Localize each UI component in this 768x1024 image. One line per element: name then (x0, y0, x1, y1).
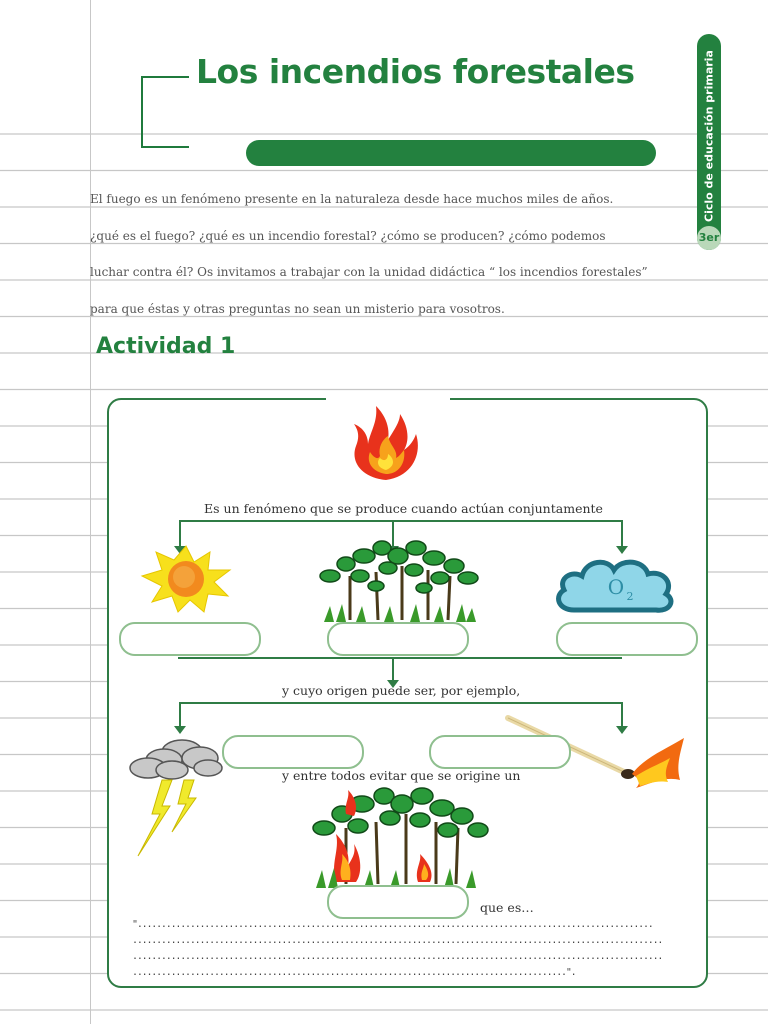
intro-line: luchar contra él? Os invitamos a trabajar con la unidad didáctica “ los incendios forestales” (90, 265, 648, 279)
burning-trees-icon (306, 784, 492, 888)
answer-box-natural-origin[interactable] (222, 735, 364, 769)
intro-line: para que éstas y otras preguntas no sean un misterio para vosotros. (90, 301, 505, 316)
fire-icon (348, 400, 424, 482)
definition-line[interactable]: ..........................................................................................". (132, 967, 576, 978)
definition-line[interactable]: "........................................................................................................... (132, 919, 653, 930)
intro-line: El fuego es un fenómeno presente en la naturaleza desde hace muchos miles de años. (90, 192, 614, 206)
intro-line: ¿qué es el fuego? ¿qué es un incendio forestal? ¿cómo se producen? ¿cómo podemos (90, 228, 606, 243)
page-title: Los incendios forestales (196, 52, 635, 91)
label-que-es: que es… (480, 900, 534, 915)
label-origin: y cuyo origen puede ser, por ejemplo, (282, 683, 521, 698)
label-conjunction: Es un fenómeno que se produce cuando actúan conjuntamente (204, 501, 603, 516)
answer-box-heat[interactable] (119, 622, 261, 656)
sun-icon (138, 544, 234, 614)
oxygen-subscript: 2 (626, 590, 634, 603)
trees-icon (316, 536, 482, 624)
oxygen-symbol: O (607, 575, 625, 599)
answer-box-human-origin[interactable] (429, 735, 571, 769)
storm-lightning-icon (124, 732, 226, 860)
oxygen-cloud-icon (552, 552, 678, 616)
side-tab-label: Ciclo de educación primaria (702, 50, 716, 222)
label-avoid: y entre todos evitar que se origine un (282, 768, 521, 783)
definition-line[interactable]: .............................................................................................................. (132, 951, 663, 962)
answer-box-fuel[interactable] (327, 622, 469, 656)
definition-line[interactable]: .............................................................................................................. (132, 935, 663, 946)
activity-title: Actividad 1 (96, 334, 236, 359)
answer-box-forest-fire[interactable] (327, 885, 469, 919)
answer-box-oxygen[interactable] (556, 622, 698, 656)
side-tab-number: 3er (697, 226, 721, 250)
